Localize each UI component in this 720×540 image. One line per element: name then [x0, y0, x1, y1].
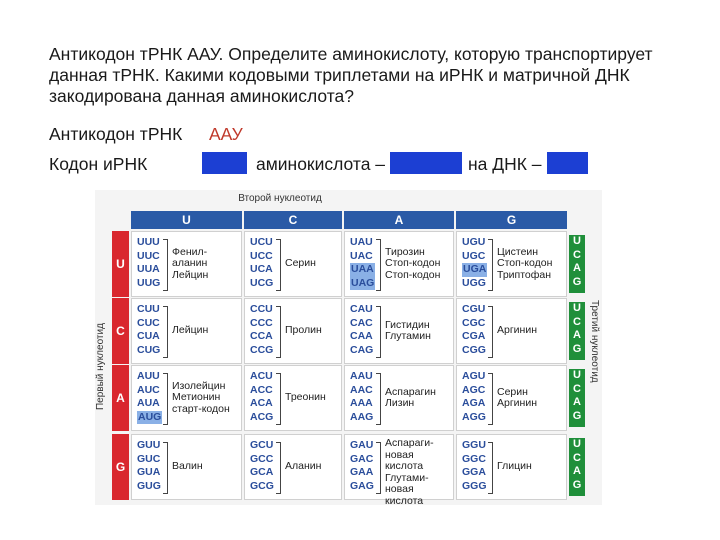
third-nucleotide-cell: U C A G [569, 369, 585, 427]
codon: UUA [137, 263, 160, 275]
codon: UGA [463, 263, 487, 275]
bracket [276, 239, 281, 291]
codon: CAU [350, 303, 373, 315]
codon: CAA [350, 330, 373, 342]
codon: AAA [350, 397, 373, 409]
codon: AUA [137, 397, 160, 409]
codon: GAA [350, 466, 374, 478]
first-nucleotide-cell: G [112, 434, 129, 500]
codon-list [250, 236, 273, 290]
codon-list [462, 236, 487, 290]
codon: CGC [462, 316, 486, 329]
codon: AAC [350, 383, 373, 396]
codon-list [137, 370, 162, 424]
codon: CCU [250, 303, 273, 315]
bracket [163, 373, 168, 425]
codon: AGC [462, 383, 486, 396]
second-nucleotide-header: G [456, 211, 567, 229]
codon: AGA [462, 397, 486, 409]
codon: CCA [250, 330, 273, 342]
codon-list [350, 370, 373, 424]
codon: GCU [250, 439, 274, 451]
bracket [488, 239, 493, 291]
codon: GGU [462, 439, 486, 451]
codon: CGA [462, 330, 486, 342]
codon: UGG [462, 276, 486, 289]
bracket [163, 306, 168, 358]
codon-label: Кодон иРНК [49, 154, 148, 174]
codon: GAC [350, 452, 374, 465]
codon: GUA [137, 466, 161, 478]
second-nucleotide-header: C [244, 211, 342, 229]
codon: AAG [350, 410, 374, 423]
amino-answer-blank[interactable] [390, 152, 462, 174]
amino-acid-label: Цистеин Стоп-кодон Триптофан [497, 245, 553, 281]
third-nucleotide-cell: U C A G [569, 235, 585, 293]
codon: UCC [250, 249, 273, 262]
codon: AUG [138, 410, 162, 423]
codon-list [462, 370, 486, 424]
codon-list [250, 439, 274, 493]
bracket [376, 373, 381, 425]
codon: CAG [350, 343, 374, 356]
amino-acid-label: Тирозин Стоп-кодон Стоп-кодон [385, 245, 441, 281]
anticodon-value: ААУ [209, 124, 243, 144]
first-nucleotide-cell: C [112, 298, 129, 364]
codon-answer-blank[interactable] [202, 152, 247, 174]
codon: ACG [250, 410, 274, 423]
codon: UGU [462, 236, 486, 248]
bracket [163, 442, 168, 494]
codon: GAG [350, 479, 374, 492]
third-nucleotide-cell: U C A G [569, 302, 585, 360]
codon: CAC [350, 316, 373, 329]
codon: CCG [250, 343, 274, 356]
question-text: Антикодон тРНК ААУ. Определите аминокислоту, которую транспортирует данная тРНК. Какими кодовыми триплетами на иРНК и матричной ДНК закодирована данная аминокислота? [49, 44, 653, 106]
codon: GAU [350, 439, 374, 451]
bracket [276, 373, 281, 425]
codon-list [250, 303, 273, 357]
bracket [488, 442, 493, 494]
third-nucleotide-cell: U C A G [569, 438, 585, 496]
amino-acid-label: Глицин [497, 460, 532, 473]
anticodon-label: Антикодон тРНК [49, 124, 183, 144]
codon: CUU [137, 303, 160, 315]
codon: UCU [250, 236, 273, 248]
codon: UCA [250, 263, 273, 275]
codon: UAU [350, 236, 373, 248]
codon: CUC [137, 316, 160, 329]
dna-label: на ДНК – [468, 154, 542, 174]
bracket [376, 306, 381, 358]
amino-acid-label: Лейцин [172, 324, 209, 337]
amino-acid-label: Аспарагин Лизин [385, 385, 436, 409]
amino-acid-label: Аспараги- новая кислота Глутами- новая кислота [385, 437, 434, 507]
codon-list [350, 303, 373, 357]
third-nucleotide-title: Третий нуклеотид [589, 300, 600, 383]
codon: UCG [250, 276, 274, 289]
codon-list [350, 439, 374, 493]
codon-list [462, 303, 486, 357]
first-nucleotide-cell: A [112, 365, 129, 431]
codon: CCC [250, 316, 273, 329]
codon: ACA [250, 397, 273, 409]
second-nucleotide-title: Второй нуклеотид [238, 193, 322, 204]
codon: ACU [250, 370, 273, 382]
bracket [488, 306, 493, 358]
bracket [276, 306, 281, 358]
codon-list [250, 370, 273, 424]
codon-list [350, 236, 375, 290]
codon: CGG [462, 343, 486, 356]
codon: GCA [250, 466, 274, 478]
amino-acid-label: Треонин [285, 391, 326, 404]
amino-acid-label: Фенил- аланин Лейцин [172, 245, 209, 281]
codon: AAU [350, 370, 373, 382]
amino-acid-label: Гистидин Глутамин [385, 318, 431, 342]
codon: GUC [137, 452, 161, 465]
codon: AUC [137, 383, 160, 396]
codon: AUU [137, 370, 160, 382]
amino-acid-label: Аланин [285, 460, 322, 473]
codon: CUA [137, 330, 160, 342]
codon-list [462, 439, 487, 493]
codon: UUG [137, 276, 161, 289]
codon: GCC [250, 452, 274, 465]
codon: GGA [462, 466, 486, 478]
codon: GGC [462, 452, 486, 465]
codon: GUU [137, 439, 161, 451]
codon-list [137, 439, 161, 493]
codon: CUG [137, 343, 161, 356]
codon: UUU [137, 236, 160, 248]
bracket [163, 239, 168, 291]
bracket [276, 442, 281, 494]
bracket [488, 373, 493, 425]
amino-acid-label: Серин Аргинин [497, 385, 538, 409]
second-nucleotide-header: U [131, 211, 242, 229]
amino-acid-label: Аргинин [497, 324, 538, 337]
codon: UAC [350, 249, 373, 262]
codon: GGG [462, 479, 487, 492]
codon: GUG [137, 479, 161, 492]
codon: CGU [462, 303, 486, 315]
amino-acid-label: Валин [172, 460, 203, 473]
amino-label: аминокислота – [256, 154, 386, 174]
amino-acid-label: Пролин [285, 324, 322, 337]
codon: UAA [351, 263, 374, 275]
amino-acid-label: Изолейцин Метионин старт-кодон [172, 379, 230, 415]
bracket [376, 442, 381, 494]
codon: AGG [462, 410, 486, 423]
bracket [376, 239, 381, 291]
first-nucleotide-cell: U [112, 231, 129, 297]
codon: UAG [351, 276, 375, 289]
first-nucleotide-title: Первый нуклеотид [95, 323, 106, 410]
codon-list [137, 303, 160, 357]
codon: UGC [462, 249, 486, 262]
codon-list [137, 236, 160, 290]
dna-answer-blank[interactable] [547, 152, 588, 174]
codon: AGU [462, 370, 486, 382]
codon: GCG [250, 479, 274, 492]
codon: ACC [250, 383, 273, 396]
second-nucleotide-header: A [344, 211, 454, 229]
codon: UUC [137, 249, 160, 262]
amino-acid-label: Серин [285, 257, 316, 270]
